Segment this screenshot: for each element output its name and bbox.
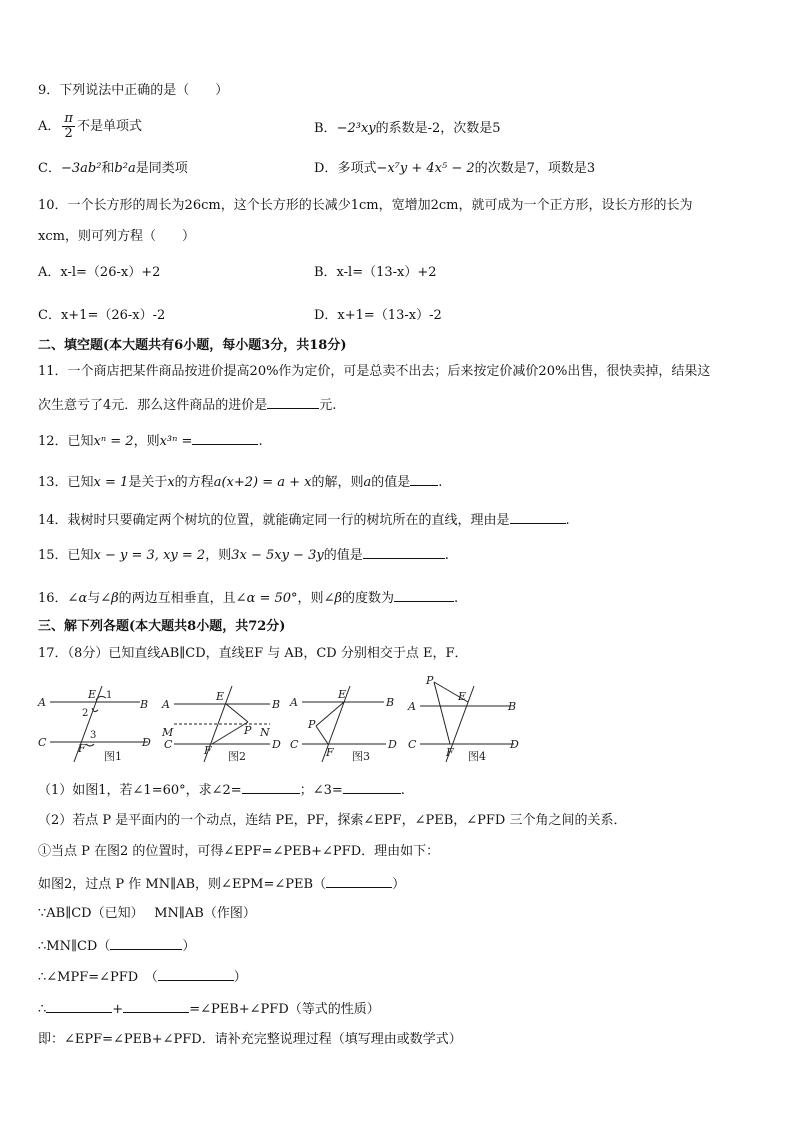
- answer-blank[interactable]: [326, 874, 392, 888]
- q17-case1: ①当点 P 在图2 的位置时，可得∠EPF=∠PEB+∠PFD．理由如下：: [38, 844, 440, 859]
- svg-text:D: D: [510, 738, 519, 751]
- svg-text:D: D: [388, 738, 397, 751]
- answer-blank[interactable]: [110, 936, 182, 950]
- svg-text:D: D: [272, 738, 281, 751]
- q17-reason-3: ∴MN∥CD（ ）: [38, 936, 195, 956]
- svg-text:E: E: [338, 688, 347, 701]
- q17-reason-2: ∵AB∥CD（已知） MN∥AB（作图）: [38, 906, 256, 921]
- fraction: $\frac{\pi}{2}$: [64, 111, 73, 141]
- q10-stem-line2: xcm，则可列方程（ ）: [38, 229, 195, 244]
- svg-text:3: 3: [90, 730, 97, 741]
- q9-option-d: D．多项式−x⁷y + 4x⁵ − 2的次数是7，项数是3: [314, 161, 596, 176]
- math-expr: ∠α = 50°: [235, 591, 298, 606]
- math-expr: −2³xy: [336, 121, 376, 136]
- answer-blank[interactable]: [343, 780, 401, 794]
- section-heading-fill-blank: 二、填空题(本大题共有6小题，每小题3分，共18分): [38, 338, 347, 353]
- figure-label: 图2: [228, 750, 246, 763]
- svg-text:F: F: [204, 744, 212, 757]
- svg-text:F: F: [326, 746, 334, 759]
- svg-text:B: B: [508, 700, 517, 713]
- q17-reason-4: ∴∠MPF=∠PFD （ ）: [38, 967, 247, 987]
- svg-text:1: 1: [106, 690, 113, 701]
- q17-reason-5: ∴ + =∠PEB+∠PFD（等式的性质）: [38, 999, 380, 1019]
- math-expr: x − y = 3, xy = 2: [93, 548, 206, 563]
- svg-text:E: E: [458, 690, 467, 703]
- svg-text:A: A: [408, 700, 416, 713]
- q9-stem: 9．下列说法中正确的是（ ）: [38, 83, 229, 98]
- q10-option-b: B．x-l=（13-x）+2: [314, 265, 437, 280]
- option-label: A．: [38, 119, 61, 134]
- q16: 16．∠α与∠β的两边互相垂直，且∠α = 50°，则∠β的度数为 .: [38, 588, 458, 608]
- q10-option-c: C．x+1=（26-x）-2: [38, 308, 166, 323]
- svg-text:P: P: [426, 674, 434, 687]
- svg-text:F: F: [78, 742, 86, 755]
- answer-blank[interactable]: [242, 780, 300, 794]
- figure-label: 图4: [468, 750, 486, 763]
- answer-blank[interactable]: [510, 510, 566, 524]
- svg-text:E: E: [88, 688, 97, 701]
- answer-blank[interactable]: [410, 472, 438, 486]
- answer-blank[interactable]: [123, 999, 189, 1013]
- answer-blank[interactable]: [394, 588, 454, 602]
- answer-blank[interactable]: [158, 967, 234, 981]
- svg-text:C: C: [290, 738, 299, 751]
- math-expr: x = 1: [93, 475, 129, 490]
- math-expr: 3x − 5xy − 3y: [231, 548, 324, 563]
- svg-text:B: B: [386, 696, 395, 709]
- svg-text:P: P: [244, 724, 252, 737]
- answer-blank[interactable]: [192, 431, 258, 445]
- svg-text:P: P: [308, 718, 316, 731]
- q17-conclusion: 即：∠EPF=∠PEB+∠PFD．请补充完整说理过程（填写理由或数学式）: [38, 1032, 462, 1047]
- q9-option-c: C．−3ab²和b²a是同类项: [38, 161, 188, 176]
- q9-option-b: B．−2³xy的系数是-2，次数是5: [314, 121, 501, 136]
- answer-blank[interactable]: [363, 545, 445, 559]
- q17-stem: 17．（8分）已知直线AB∥CD，直线EF 与 AB，CD 分别相交于点 E，F．: [38, 646, 468, 661]
- svg-text:C: C: [408, 738, 417, 751]
- svg-text:C: C: [38, 736, 47, 749]
- svg-text:A: A: [38, 696, 46, 709]
- section-heading-solve: 三、解下列各题(本大题共8小题，共72分): [38, 619, 286, 634]
- figure-label: 图3: [352, 750, 370, 763]
- answer-blank[interactable]: [46, 999, 112, 1013]
- svg-text:F: F: [446, 746, 454, 759]
- q12: 12．已知xⁿ = 2，则x³ⁿ = .: [38, 431, 263, 451]
- q14: 14．栽树时只要确定两个树坑的位置，就能确定同一行的树坑所在的直线，理由是 .: [38, 510, 570, 530]
- q13: 13．已知x = 1是关于x的方程a(x+2) = a + x的解，则a的值是 .: [38, 472, 442, 492]
- answer-blank[interactable]: [267, 395, 319, 409]
- figure-label: 图1: [104, 750, 122, 763]
- math-expr: −3ab²: [60, 161, 102, 176]
- q9-option-a: A． $\frac{\pi}{2}$ 不是单项式: [38, 111, 142, 141]
- svg-text:A: A: [162, 698, 170, 711]
- math-expr: x³ⁿ =: [159, 434, 193, 449]
- math-expr: xⁿ = 2: [93, 434, 134, 449]
- math-expr: −x⁷y + 4x⁵ − 2: [376, 161, 475, 176]
- q11-line1: 11．一个商店把某件商品按进价提高20%作为定价，可是总卖不出去；后来按定价减价20%出售，很快卖掉，结果这: [38, 364, 711, 379]
- q10-stem-line1: 10．一个长方形的周长为26cm，这个长方形的长减少1cm，宽增加2cm，就可成为一个正方形，设长方形的长为: [38, 198, 693, 213]
- svg-text:B: B: [272, 698, 281, 711]
- svg-text:B: B: [140, 698, 149, 711]
- math-expr: b²a: [114, 161, 136, 176]
- svg-text:A: A: [290, 696, 298, 709]
- q11-line2: 次生意亏了4元．那么这件商品的进价是 元.: [38, 395, 336, 415]
- q10-option-d: D．x+1=（13-x）-2: [314, 308, 442, 323]
- figure-1: [36, 672, 160, 772]
- q17-reason-1: 如图2，过点 P 作 MN∥AB，则∠EPM=∠PEB（ ）: [38, 874, 405, 894]
- figure-4: [404, 672, 528, 772]
- q15: 15．已知x − y = 3, xy = 2，则3x − 5xy − 3y的值是 .: [38, 545, 449, 565]
- svg-text:N: N: [260, 726, 270, 739]
- svg-text:D: D: [142, 736, 151, 749]
- figure-2: [160, 672, 290, 772]
- q17-part1: （1）如图1，若∠1=60°，求∠2= ；∠3= .: [38, 780, 405, 800]
- svg-text:2: 2: [82, 708, 89, 719]
- q10-option-a: A．x-l=（26-x）+2: [38, 265, 161, 280]
- svg-text:M: M: [162, 726, 174, 739]
- math-expr: a(x+2) = a + x: [213, 475, 312, 490]
- q17-part2: （2）若点 P 是平面内的一个动点，连结 PE，PF，探索∠EPF，∠PEB，∠PFD 三个角之间的关系．: [38, 813, 627, 828]
- svg-text:C: C: [164, 738, 173, 751]
- svg-text:E: E: [216, 690, 225, 703]
- figure-3: [288, 672, 404, 772]
